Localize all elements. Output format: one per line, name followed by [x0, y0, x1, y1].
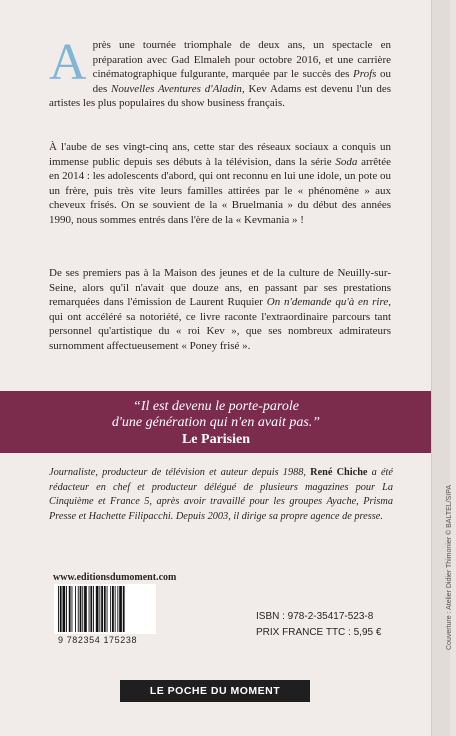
barcode	[54, 584, 156, 634]
spine-edge	[431, 0, 453, 736]
blurb-text: , Kev Adams est devenu l'un des artistes les plus populaires du show business français.	[49, 82, 391, 110]
barcode-bar	[82, 586, 83, 632]
barcode-bar	[63, 586, 66, 632]
barcode-bar	[107, 586, 108, 632]
barcode-bar	[119, 586, 122, 632]
barcode-bar	[72, 586, 73, 632]
blurb-italic: On n'demande qu'à en rire	[266, 296, 389, 309]
barcode-bar	[60, 586, 62, 632]
barcode-bar	[89, 586, 90, 632]
author-name: René Chiche	[310, 467, 368, 478]
barcode-bar	[75, 586, 76, 632]
barcode-bar	[90, 586, 92, 632]
blurb-text: près une tournée triomphale de deux ans, un spectacle en préparation avec Gad Elmaleh pour octobre 2016, et une carrière cinématographique fulgurante, marquée par le succès des	[92, 39, 391, 81]
blurb-paragraph-2	[49, 140, 391, 228]
barcode-bar	[96, 586, 99, 632]
bio-text: Journaliste, producteur de télévision et auteur depuis 1988,	[49, 467, 311, 478]
barcode-bar	[69, 586, 71, 632]
blurb-italic: Soda	[335, 155, 358, 168]
barcode-bar	[112, 586, 114, 632]
price: PRIX FRANCE TTC : 5,95 €	[256, 627, 382, 638]
bio-text: a été rédacteur en chef et producteur délégué de plusieurs magazines pour La Cinquième et France 5, après avoir travaillé pour les groupes Ayache, Prisma Presse et Hachette Filipacchi. Depuis 2003, il dirige sa propre agence de presse.	[49, 467, 393, 522]
author-bio	[49, 466, 393, 524]
barcode-bar	[110, 586, 111, 632]
blurb-text: arrêtée en 2014 : les adolescents d'abord, qui ont reconnu en lui une idole, un pote ou un frère, puis très vite leurs familles attirées par le « phénomène » aux cheveux frisés. On se souvient de la « Bruelmania » du début des années 1990, nous sommes entrés dans l'ère de la « Kevmania » !	[49, 155, 391, 226]
series-logo: LE POCHE DU MOMENT	[120, 680, 310, 702]
barcode-bar	[78, 586, 79, 632]
blurb-text: À l'aube de ses vingt-cinq ans, cette star des réseaux sociaux a conquis un immense public depuis ses débuts à la télévision, dans la série	[49, 141, 391, 168]
barcode-bar	[101, 586, 103, 632]
blurb-text: ou des	[92, 68, 392, 95]
quote-line-1: “Il est devenu le porte-parole	[133, 399, 299, 414]
cover-credit: Couverture : Atelier Didier Thimonier © BALTEL/SIPA	[446, 484, 453, 650]
blurb-text: De ses premiers pas à la Maison des jeunes et de la culture de Neuilly-sur-Seine, alors qu'il n'avait que douze ans, en passant par ses prestations remarquées dans l'émission de Laurent Ruquier	[49, 267, 391, 309]
barcode-bar	[80, 586, 82, 632]
barcode-bar	[66, 586, 67, 632]
quote-source: Le Parisien	[181, 432, 251, 447]
barcode-bar	[117, 586, 118, 632]
barcode-number: 9 782354 175238	[58, 635, 138, 645]
blurb-paragraph-3	[49, 266, 391, 354]
blurb-text: , qui ont accéléré sa notoriété, ce livre raconte l'extraordinaire parcours tant personnel qu'artistique du « roi Kev », que ses nombreux admirateurs surnomment affectueusement « Poney frisé ».	[49, 296, 391, 352]
barcode-bar	[58, 586, 59, 632]
barcode-bar	[84, 586, 87, 632]
quote-line-2: d'une génération qui n'en avait pas.”	[111, 415, 321, 430]
barcode-bar	[115, 586, 116, 632]
publisher-website: www.editionsdumoment.com	[53, 572, 177, 583]
barcode-bar	[99, 586, 100, 632]
barcode-bar	[123, 586, 125, 632]
blurb-paragraph-1	[49, 34, 392, 111]
drop-cap: A	[49, 34, 87, 91]
barcode-bar	[104, 586, 106, 632]
barcode-bar	[93, 586, 94, 632]
blurb-italic: Nouvelles Aventures d'Aladin	[111, 82, 242, 95]
isbn: ISBN : 978-2-35417-523-8	[256, 611, 374, 622]
blurb-italic: Profs	[353, 68, 377, 81]
